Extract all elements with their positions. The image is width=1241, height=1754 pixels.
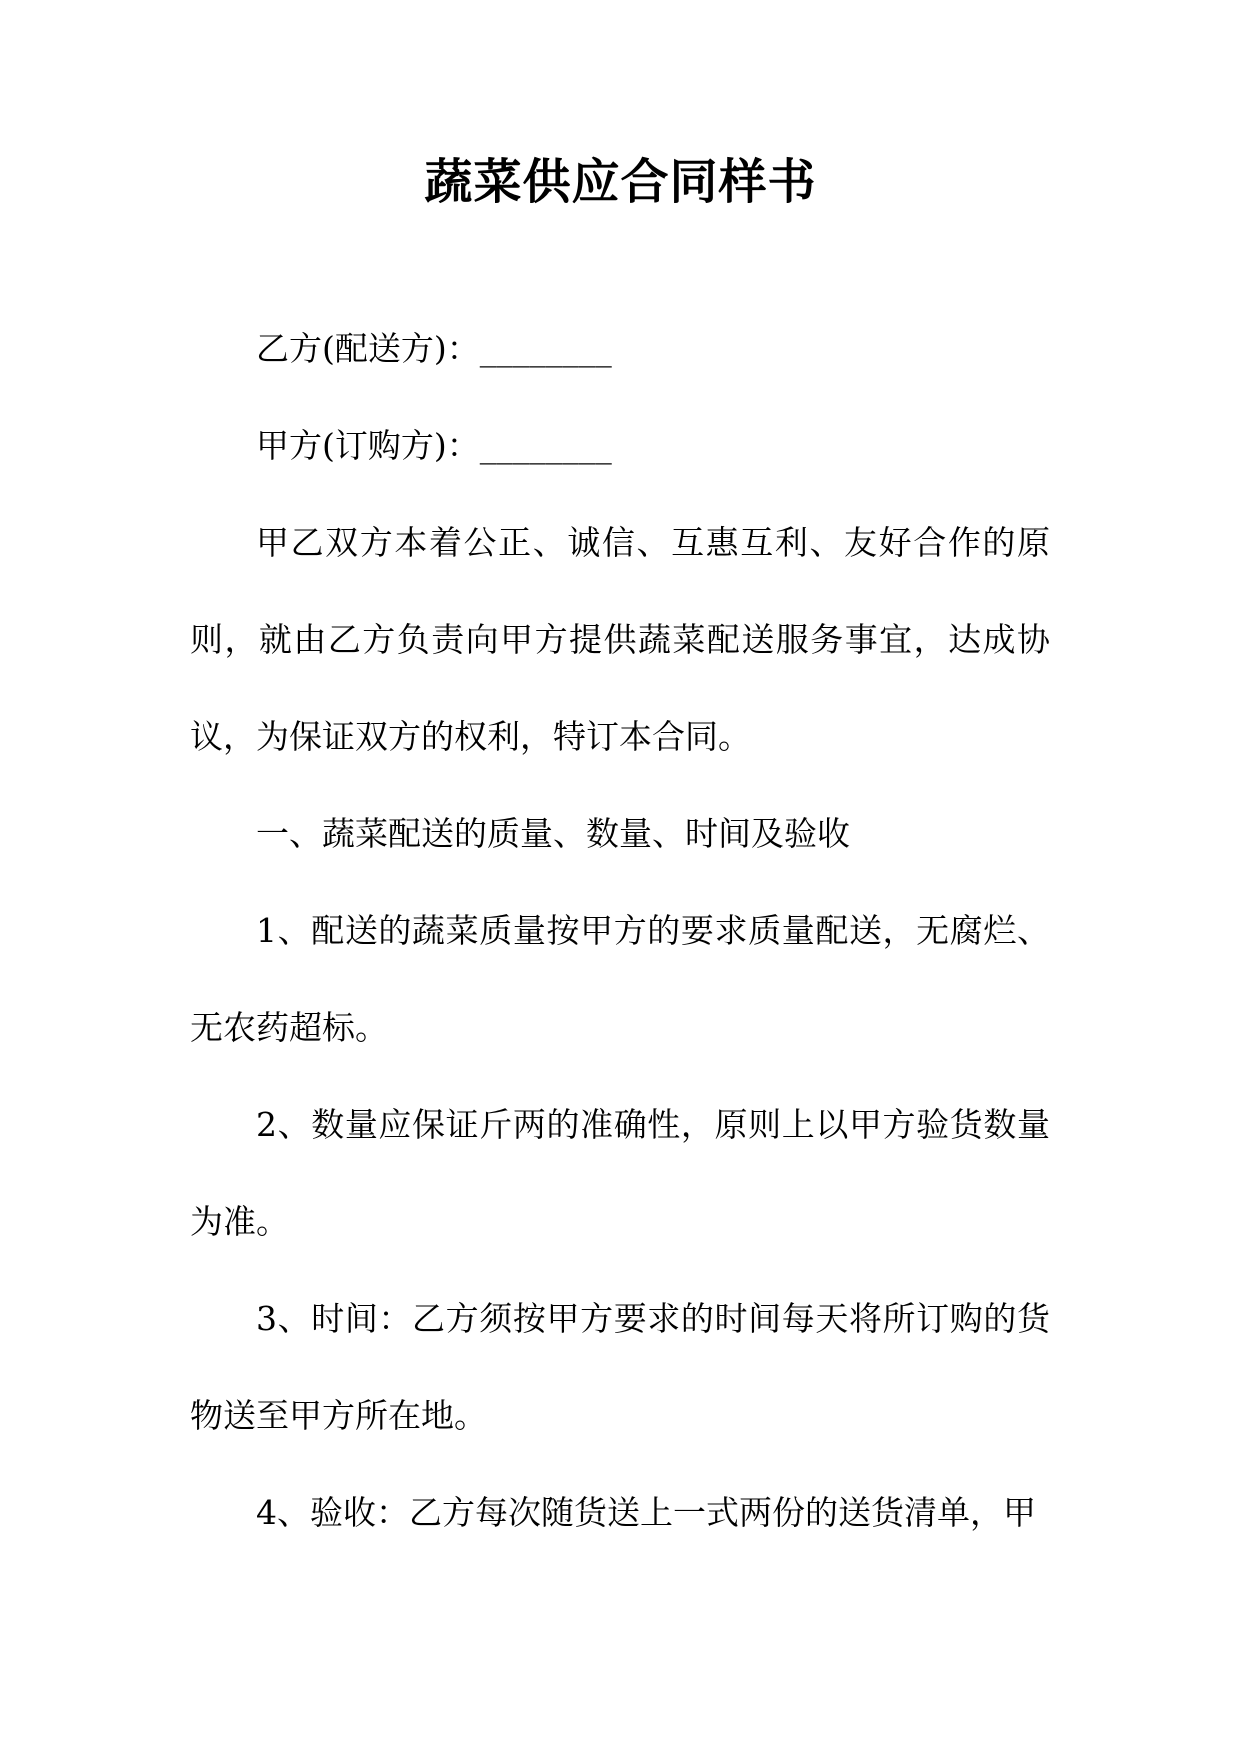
clause-4: 4、验收：乙方每次随货送上一式两份的送货清单，甲 [256,1493,1036,1532]
section-heading-1: 一、蔬菜配送的质量、数量、时间及验收 [256,814,850,853]
clause-2: 2、数量应保证斤两的准确性，原则上以甲方验货数量为准。 [190,1105,1050,1241]
document-body [190,300,1050,1561]
party-a-line: 甲方(订购方)：________ [256,426,612,465]
clause-1: 1、配送的蔬菜质量按甲方的要求质量配送，无腐烂、无农药超标。 [190,911,1050,1047]
party-b-line: 乙方(配送方)：________ [256,329,612,368]
document-title: 蔬菜供应合同样书 [424,154,817,210]
clause-3: 3、时间：乙方须按甲方要求的时间每天将所订购的货物送至甲方所在地。 [190,1299,1050,1435]
preamble-paragraph: 甲乙双方本着公正、诚信、互惠互利、友好合作的原则，就由乙方负责向甲方提供蔬菜配送服务事宜，达成协议，为保证双方的权利，特订本合同。 [190,523,1050,756]
